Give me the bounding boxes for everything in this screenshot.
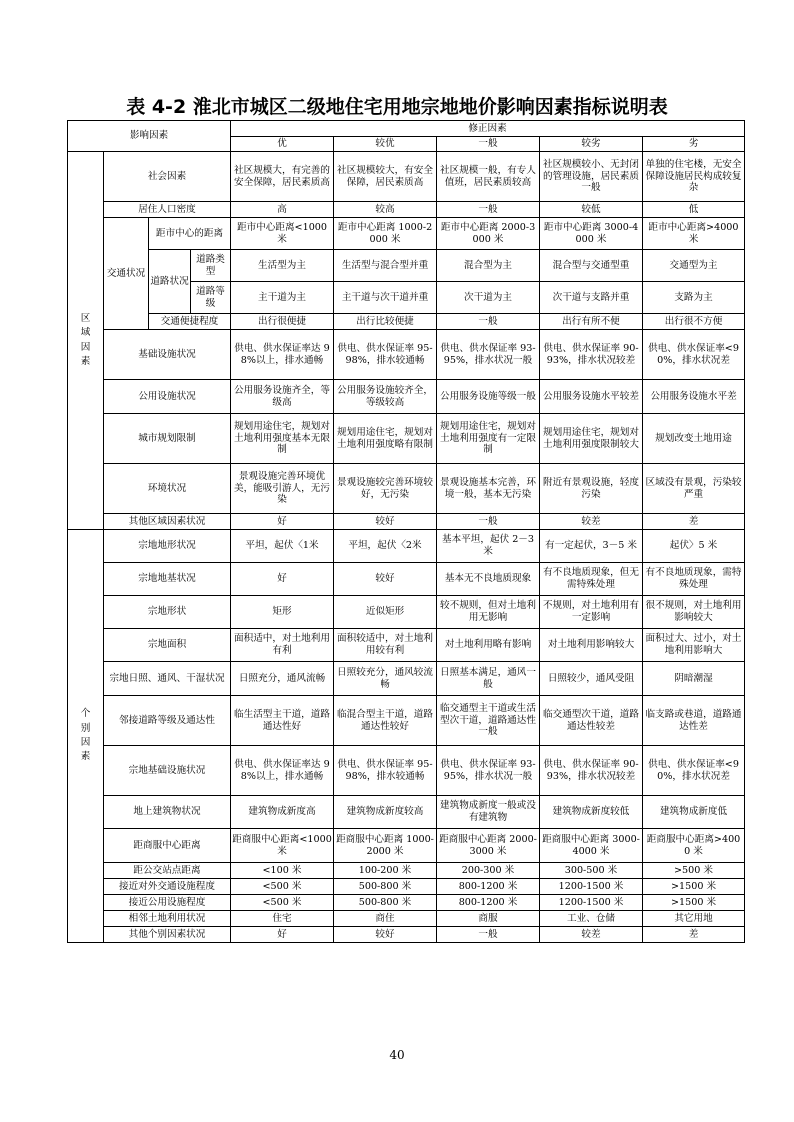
- factor-name: 宗地日照、通风、干湿状况: [104, 662, 231, 696]
- factor-cell: 出行很便捷: [231, 314, 334, 330]
- factor-table: [67, 120, 745, 943]
- factor-cell: 区域没有景观，污染较严重: [643, 464, 745, 514]
- factor-cell: 高: [231, 202, 334, 218]
- factor-cell: 景观设施基本完善，环境一般，基本无污染: [437, 464, 540, 514]
- factor-name: 基础设施状况: [104, 330, 231, 380]
- factor-cell: 距市中心距离<1000 米: [231, 218, 334, 250]
- factor-name: 其他区域因素状况: [104, 514, 231, 530]
- factor-cell: 距商服中心距离 3000-4000 米: [540, 829, 643, 863]
- factor-cell: 距市中心距离>4000 米: [643, 218, 745, 250]
- factor-cell: 距商服中心距离<1000 米: [231, 829, 334, 863]
- factor-cell: 规划用途住宅，规划对土地利用强度限制较大: [540, 414, 643, 464]
- factor-cell: >500 米: [643, 863, 745, 879]
- factor-name: 地上建筑物状况: [104, 796, 231, 829]
- factor-cell: 景观设施较完善环境较好，无污染: [334, 464, 437, 514]
- factor-name: 其他个别因素状况: [104, 927, 231, 943]
- factor-cell: 规划用途住宅，规划对土地利用强度有一定限制: [437, 414, 540, 464]
- factor-cell: 附近有景观设施，轻度污染: [540, 464, 643, 514]
- factor-name: 城市规划限制: [104, 414, 231, 464]
- factor-cell: 社区规模一般，有专人值班，居民素质较高: [437, 152, 540, 202]
- factor-cell: 对土地利用影响较大: [540, 629, 643, 662]
- factor-cell: 临支路或巷道，道路通达性差: [643, 696, 745, 746]
- factor-cell: 规划用途住宅，规划对土地利用强度基本无限制: [231, 414, 334, 464]
- factor-cell: 有不良地质现象，但无需特殊处理: [540, 563, 643, 596]
- factor-cell: 供电、供水保证率 93-95%，排水状况一般: [437, 746, 540, 796]
- factor-cell: 公用服务设施齐全，等级高: [231, 380, 334, 414]
- factor-cell: 距市中心距离 2000-3000 米: [437, 218, 540, 250]
- factor-cell: 起伏〉5 米: [643, 530, 745, 563]
- factor-cell: 混合型与交通型重: [540, 250, 643, 282]
- factor-cell: 社区规模大，有完善的安全保障，居民素质高: [231, 152, 334, 202]
- factor-cell: 好: [231, 927, 334, 943]
- factor-cell: 低: [643, 202, 745, 218]
- factor-cell: <500 米: [231, 879, 334, 895]
- factor-cell: 出行比较便捷: [334, 314, 437, 330]
- factor-cell: 社区规模较小、无封闭的管理设施，居民素质一般: [540, 152, 643, 202]
- factor-cell: 1200-1500 米: [540, 879, 643, 895]
- factor-cell: 一般: [437, 314, 540, 330]
- level-header: 劣: [643, 137, 745, 152]
- factor-cell: 景观设施完善环境优美，能吸引游人，无污染: [231, 464, 334, 514]
- factor-cell: 近似矩形: [334, 596, 437, 629]
- factor-name: 宗地地形状况: [104, 530, 231, 563]
- factor-name: 居住人口密度: [104, 202, 231, 218]
- factor-name: 环境状况: [104, 464, 231, 514]
- factor-cell: 100-200 米: [334, 863, 437, 879]
- factor-name: 宗地地基状况: [104, 563, 231, 596]
- factor-cell: 交通型为主: [643, 250, 745, 282]
- traffic-label: 交通状况: [104, 218, 149, 330]
- factor-cell: 距市中心距离 3000-4000 米: [540, 218, 643, 250]
- factor-cell: 面积过大、过小，对土地利用影响大: [643, 629, 745, 662]
- factor-cell: 商住: [334, 911, 437, 927]
- factor-cell: 规划用途住宅，规划对土地利用强度略有限制: [334, 414, 437, 464]
- factor-cell: 距市中心距离 1000-2000 米: [334, 218, 437, 250]
- factor-cell: 建筑物成新度高: [231, 796, 334, 829]
- factor-cell: 供电、供水保证率<90%，排水状况差: [643, 330, 745, 380]
- factor-cell: 供电、供水保证率 90-93%，排水状况较差: [540, 330, 643, 380]
- factor-cell: 距商服中心距离>4000 米: [643, 829, 745, 863]
- factor-name: 距商服中心距离: [104, 829, 231, 863]
- factor-cell: 日照基本满足，通风一般: [437, 662, 540, 696]
- factor-cell: 工业、仓储: [540, 911, 643, 927]
- factor-cell: 1200-1500 米: [540, 895, 643, 911]
- factor-cell: 生活型与混合型并重: [334, 250, 437, 282]
- factor-cell: <100 米: [231, 863, 334, 879]
- factor-name: 接近对外交通设施程度: [104, 879, 231, 895]
- factor-cell: 较好: [334, 563, 437, 596]
- factor-cell: 供电、供水保证率 95-98%，排水较通畅: [334, 746, 437, 796]
- factor-cell: 临混合型主干道，道路通达性较好: [334, 696, 437, 746]
- factor-cell: 较低: [540, 202, 643, 218]
- factor-cell: >1500 米: [643, 879, 745, 895]
- factor-cell: 次干道与支路并重: [540, 282, 643, 314]
- factor-cell: 距商服中心距离 2000-3000 米: [437, 829, 540, 863]
- factor-cell: <500 米: [231, 895, 334, 911]
- factor-name: 公用设施状况: [104, 380, 231, 414]
- factor-cell: 公用服务设施较齐全，等级较高: [334, 380, 437, 414]
- factor-cell: 好: [231, 514, 334, 530]
- factor-cell: 500-800 米: [334, 895, 437, 911]
- factor-cell: 差: [643, 927, 745, 943]
- factor-cell: 较不规则，但对土地利用无影响: [437, 596, 540, 629]
- factor-cell: 次干道为主: [437, 282, 540, 314]
- factor-cell: 平坦，起伏〈2米: [334, 530, 437, 563]
- factor-cell: 200-300 米: [437, 863, 540, 879]
- factor-cell: >1500 米: [643, 895, 745, 911]
- factor-cell: 较好: [334, 514, 437, 530]
- level-header: 优: [231, 137, 334, 152]
- factor-cell: 一般: [437, 202, 540, 218]
- factor-cell: 公用服务设施水平差: [643, 380, 745, 414]
- factor-cell: 主干道与次干道并重: [334, 282, 437, 314]
- factor-cell: 较好: [334, 927, 437, 943]
- factor-cell: 基本无不良地质现象: [437, 563, 540, 596]
- factor-cell: 混合型为主: [437, 250, 540, 282]
- factor-cell: 有一定起伏，3－5 米: [540, 530, 643, 563]
- factor-cell: 有不良地质现象，需特殊处理: [643, 563, 745, 596]
- factor-cell: 支路为主: [643, 282, 745, 314]
- factor-cell: 供电、供水保证率 90-93%，排水状况较差: [540, 746, 643, 796]
- factor-cell: 日照较少，通风受阻: [540, 662, 643, 696]
- factor-cell: 800-1200 米: [437, 895, 540, 911]
- factor-cell: 公用服务设施等级一般: [437, 380, 540, 414]
- factor-name: 宗地面积: [104, 629, 231, 662]
- factor-cell: 较差: [540, 514, 643, 530]
- factor-name: 宗地形状: [104, 596, 231, 629]
- factor-cell: 社区规模较大，有安全保障，居民素质高: [334, 152, 437, 202]
- page-number: 40: [389, 1048, 405, 1062]
- factor-cell: 供电、供水保证率 95-98%，排水较通畅: [334, 330, 437, 380]
- factor-cell: 矩形: [231, 596, 334, 629]
- level-header: 较优: [334, 137, 437, 152]
- factor-name: 距公交站点距离: [104, 863, 231, 879]
- regional-factors-label: 区 域 因 素: [68, 152, 104, 530]
- factor-name: 交通便捷程度: [149, 314, 231, 330]
- factor-name: 距市中心的距离: [149, 218, 231, 250]
- factor-cell: 不规则，对土地利用有一定影响: [540, 596, 643, 629]
- factor-cell: 出行很不方便: [643, 314, 745, 330]
- factor-cell: 面积较适中，对土地利用较有利: [334, 629, 437, 662]
- factor-cell: 建筑物成新度较低: [540, 796, 643, 829]
- factor-cell: 供电、供水保证率<90%，排水状况差: [643, 746, 745, 796]
- factor-cell: 300-500 米: [540, 863, 643, 879]
- factor-name: 社会因素: [104, 152, 231, 202]
- factor-cell: 单独的住宅楼，无安全保障设施居民构成较复杂: [643, 152, 745, 202]
- factor-cell: 面积适中，对土地利用有利: [231, 629, 334, 662]
- factor-cell: 日照较充分，通风较流畅: [334, 662, 437, 696]
- level-header: 一般: [437, 137, 540, 152]
- factor-cell: 商服: [437, 911, 540, 927]
- factor-cell: 出行有所不便: [540, 314, 643, 330]
- factor-name: 相邻土地利用状况: [104, 911, 231, 927]
- factor-name: 邻接道路等级及通达性: [104, 696, 231, 746]
- factor-cell: 距商服中心距离 1000-2000 米: [334, 829, 437, 863]
- header-influence: 影响因素: [68, 121, 231, 152]
- factor-cell: 其它用地: [643, 911, 745, 927]
- factor-name: 道路类型: [191, 250, 231, 282]
- factor-cell: 500-800 米: [334, 879, 437, 895]
- factor-name: 接近公用设施程度: [104, 895, 231, 911]
- page-title: 表 4-2 淮北市城区二级地住宅用地宗地地价影响因素指标说明表: [126, 96, 668, 118]
- road-condition-label: 道路状况: [149, 250, 191, 314]
- factor-cell: 对土地利用略有影响: [437, 629, 540, 662]
- factor-cell: 建筑物成新度较高: [334, 796, 437, 829]
- factor-cell: 住宅: [231, 911, 334, 927]
- factor-cell: 一般: [437, 927, 540, 943]
- factor-cell: 差: [643, 514, 745, 530]
- factor-cell: 临交通型次干道，道路通达性较差: [540, 696, 643, 746]
- factor-cell: 平坦，起伏〈1米: [231, 530, 334, 563]
- factor-cell: 建筑物成新度一般或没有建筑物: [437, 796, 540, 829]
- factor-cell: 建筑物成新度低: [643, 796, 745, 829]
- individual-factors-label: 个 别 因 素: [68, 530, 104, 943]
- factor-cell: 供电、供水保证率达 98%以上，排水通畅: [231, 330, 334, 380]
- factor-cell: 好: [231, 563, 334, 596]
- factor-cell: 供电、供水保证率 93-95%，排水状况一般: [437, 330, 540, 380]
- factor-cell: 临生活型主干道，道路通达性好: [231, 696, 334, 746]
- factor-cell: 规划改变土地用途: [643, 414, 745, 464]
- factor-cell: 生活型为主: [231, 250, 334, 282]
- factor-cell: 临交通型主干道或生活型次干道，道路通达性一般: [437, 696, 540, 746]
- factor-name: 宗地基础设施状况: [104, 746, 231, 796]
- factor-cell: 很不规则，对土地利用影响较大: [643, 596, 745, 629]
- factor-cell: 供电、供水保证率达 98%以上，排水通畅: [231, 746, 334, 796]
- header-correction: 修正因素: [231, 121, 745, 137]
- factor-cell: 日照充分，通风流畅: [231, 662, 334, 696]
- factor-cell: 公用服务设施水平较差: [540, 380, 643, 414]
- factor-cell: 800-1200 米: [437, 879, 540, 895]
- factor-cell: 一般: [437, 514, 540, 530]
- factor-cell: 阴暗潮湿: [643, 662, 745, 696]
- factor-cell: 主干道为主: [231, 282, 334, 314]
- level-header: 较劣: [540, 137, 643, 152]
- factor-cell: 较高: [334, 202, 437, 218]
- factor-cell: 基本平坦，起伏 2－3 米: [437, 530, 540, 563]
- factor-cell: 较差: [540, 927, 643, 943]
- factor-name: 道路等级: [191, 282, 231, 314]
